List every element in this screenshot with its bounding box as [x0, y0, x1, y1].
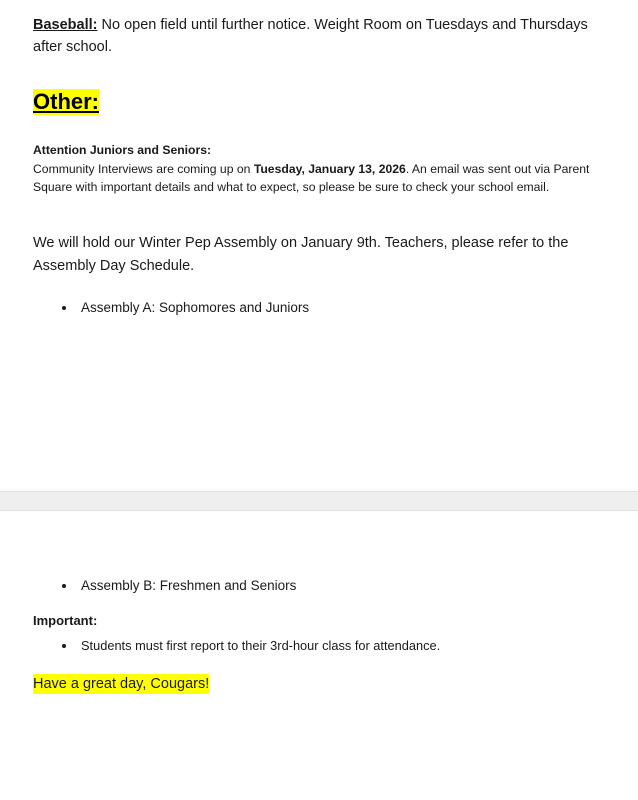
- important-list: [33, 636, 593, 656]
- assembly-list-top: [33, 297, 593, 319]
- interviews-text-pre: Community Interviews are coming up on: [33, 161, 254, 176]
- spacer: [33, 196, 593, 232]
- spacer: [33, 656, 593, 674]
- assembly-list-bottom: [33, 575, 593, 597]
- other-heading-wrap: [33, 59, 593, 115]
- interviews-date: Tuesday, January 13, 2026: [253, 161, 406, 176]
- list-item: • Assembly A: Sophomores and Juniors: [77, 297, 593, 319]
- interviews-text-post: . An email was sent out via Parent Square with important details and what to expect, so please be sure to check your school email.: [33, 161, 590, 194]
- closing-line: Have a great day, Cougars!: [33, 674, 209, 694]
- baseball-label: Baseball:: [33, 17, 98, 33]
- baseball-paragraph: [33, 14, 593, 59]
- important-label: Important:: [33, 612, 98, 628]
- list-item: • Students must first report to their 3rd-hour class for attendance.: [77, 636, 593, 656]
- page-break-divider: [0, 491, 638, 511]
- spacer: [33, 115, 593, 141]
- attention-heading: Attention Juniors and Seniors:: [33, 143, 212, 158]
- list-item: • Assembly B: Freshmen and Seniors: [77, 575, 593, 597]
- spacer: [33, 277, 593, 297]
- spacer: [33, 597, 593, 613]
- baseball-text: No open field until further notice. Weight Room on Tuesdays and Thursdays after school.: [33, 17, 588, 56]
- community-interviews-paragraph: [33, 160, 593, 197]
- page-content-top: [33, 14, 593, 319]
- closing-wrap: [33, 674, 593, 694]
- assembly-paragraph: We will hold our Winter Pep Assembly on January 9th. Teachers, please refer to the Assembly Day Schedule.: [33, 235, 569, 274]
- other-heading: Other:: [33, 88, 99, 114]
- page-content-bottom: [33, 575, 593, 694]
